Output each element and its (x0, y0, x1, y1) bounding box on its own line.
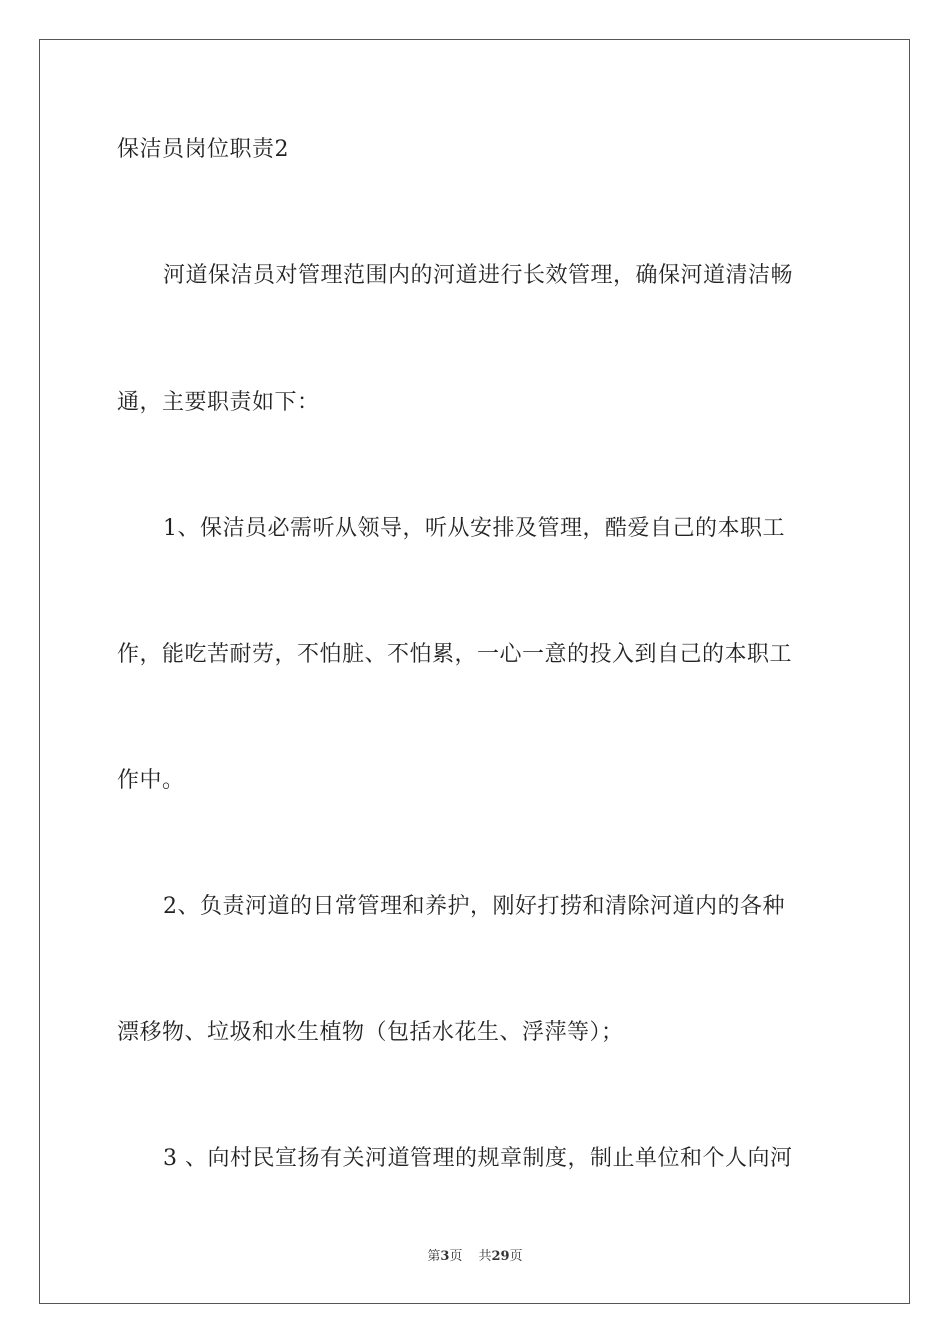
section-heading: 保洁员岗位职责2 (117, 137, 289, 162)
page-border (39, 39, 910, 1304)
paragraph-line: 2、负责河道的日常管理和养护，刚好打捞和清除河道内的各种 (163, 894, 785, 919)
total-unit: 页 (509, 1249, 523, 1264)
page-footer (0, 1248, 950, 1266)
total-prefix: 共 (478, 1249, 492, 1264)
page-prefix: 第 (427, 1249, 441, 1264)
paragraph-line: 3 、向村民宣扬有关河道管理的规章制度，制止单位和个人向河 (163, 1146, 793, 1171)
page-unit: 页 (449, 1249, 463, 1264)
paragraph-line: 通，主要职责如下： (117, 390, 320, 415)
page-total: 29 (491, 1249, 510, 1264)
paragraph-line: 作，能吃苦耐劳，不怕脏、不怕累，一心一意的投入到自己的本职工 (117, 642, 793, 667)
paragraph-line: 1、保洁员必需听从领导，听从安排及管理，酷爱自己的本职工 (163, 516, 785, 541)
paragraph-line: 作中。 (117, 768, 185, 793)
paragraph-line: 漂移物、垃圾和水生植物（包括水花生、浮萍等）； (117, 1020, 624, 1045)
page-current: 3 (440, 1249, 450, 1264)
paragraph-line: 河道保洁员对管理范围内的河道进行长效管理，确保河道清洁畅 (163, 263, 794, 288)
